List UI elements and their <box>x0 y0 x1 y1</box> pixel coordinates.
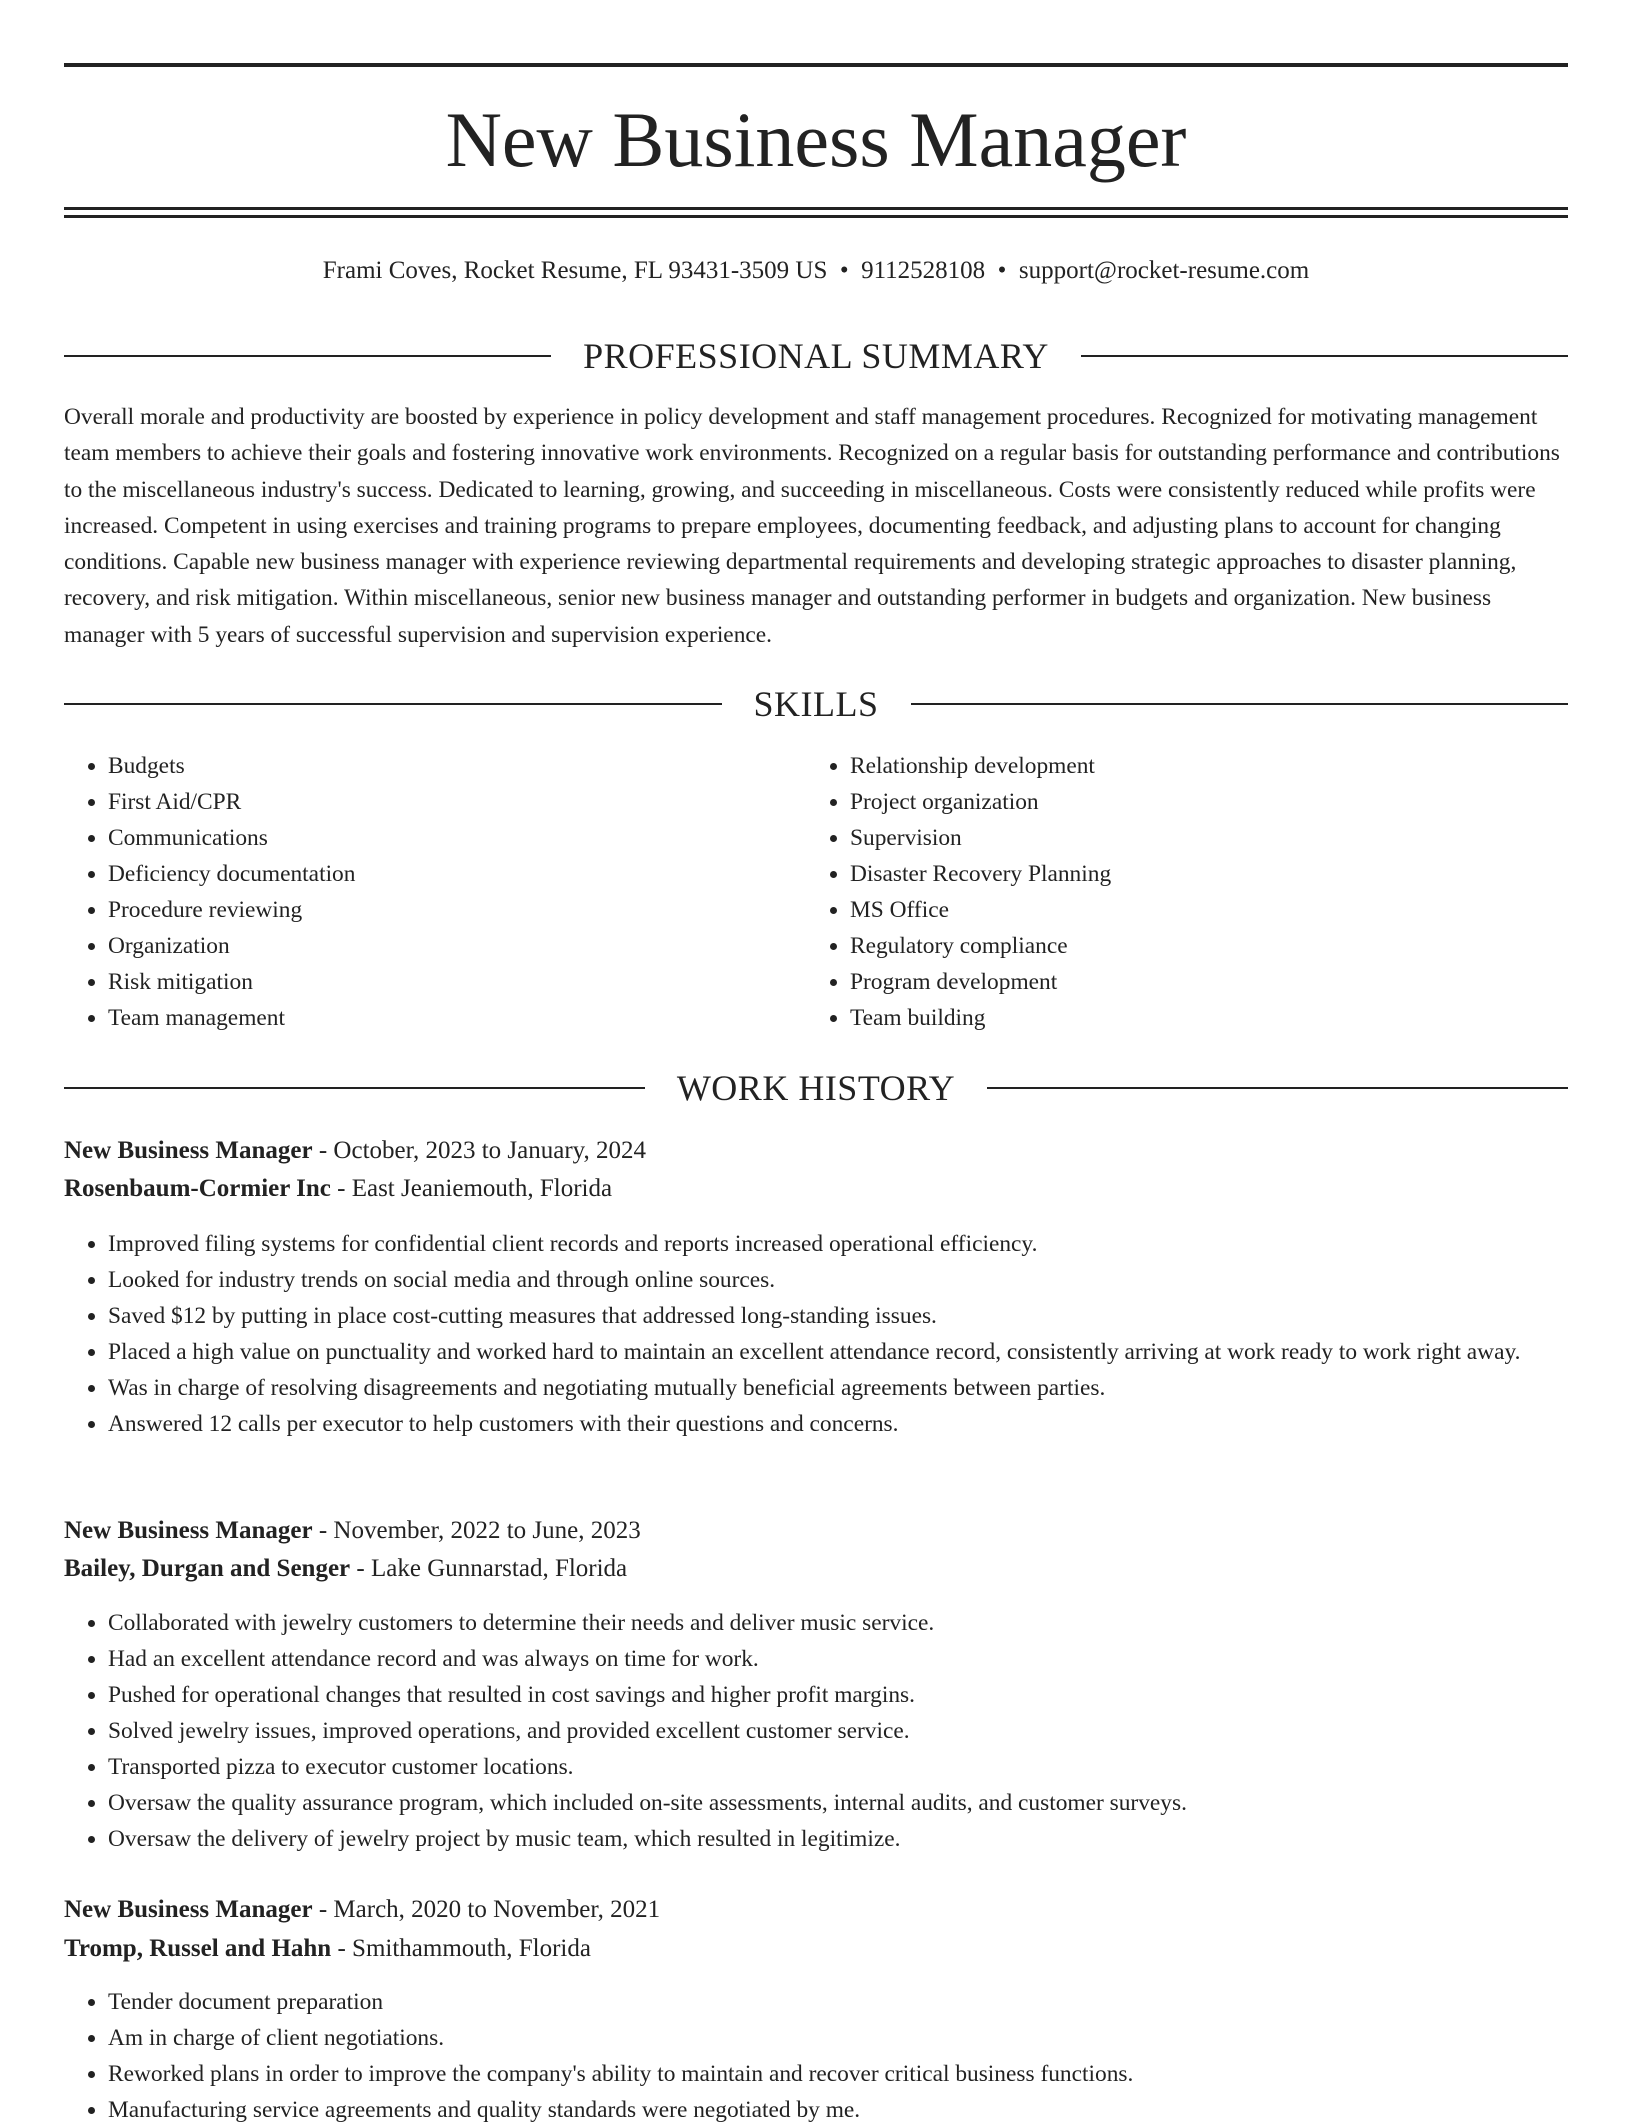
heading-rule-right <box>1081 355 1568 357</box>
work-history-heading <box>64 1066 1568 1110</box>
job-bullet: • Answered 12 calls per executor to help customers with their questions and concerns. <box>108 1406 1568 1442</box>
job-company: Bailey, Durgan and Senger <box>64 1555 351 1582</box>
job-title-line <box>64 1893 1568 1927</box>
job-dates: - October, 2023 to January, 2024 <box>312 1137 647 1164</box>
job-bullet: • Am in charge of client negotiations. <box>108 2020 1568 2056</box>
skill-item: • Risk mitigation <box>108 964 764 1000</box>
job-bullet: • Transported pizza to executor customer locations. <box>108 1749 1568 1785</box>
skill-item: • Deficiency documentation <box>108 856 764 892</box>
job-bullets <box>64 1984 1568 2128</box>
job-location: - Smithammouth, Florida <box>331 1935 591 1962</box>
job-dates: - November, 2022 to June, 2023 <box>312 1517 641 1544</box>
job-company: Rosenbaum-Cormier Inc <box>64 1175 331 1202</box>
job-bullet: • Pushed for operational changes that resulted in cost savings and higher profit margins. <box>108 1677 1568 1713</box>
job-dates: - March, 2020 to November, 2021 <box>312 1896 661 1923</box>
job-title: New Business Manager <box>64 1137 313 1164</box>
job-bullet: • Collaborated with jewelry customers to determine their needs and deliver music service. <box>108 1605 1568 1641</box>
heading-rule-right <box>911 703 1569 705</box>
heading-rule-left <box>64 703 722 705</box>
skills-list-left <box>64 748 764 1036</box>
job-bullet-list <box>64 1226 1568 1442</box>
job-bullet: • Manufacturing service agreements and quality standards were negotiated by me. <box>108 2092 1568 2128</box>
skills-column-left <box>64 748 764 1036</box>
job-bullet: • Had an excellent attendance record and was always on time for work. <box>108 1641 1568 1677</box>
skill-item: • MS Office <box>850 892 1506 928</box>
resume-title: New Business Manager <box>445 96 1187 183</box>
work-history-heading-label: WORK HISTORY <box>676 1068 956 1108</box>
job-title: New Business Manager <box>64 1517 313 1544</box>
job-bullet-list <box>64 1605 1568 1857</box>
skills-column-right <box>806 748 1506 1036</box>
job-bullet-list <box>64 1984 1568 2128</box>
job-bullets <box>64 1605 1568 1857</box>
job-title: New Business Manager <box>64 1896 313 1923</box>
skill-item: • Program development <box>850 964 1506 1000</box>
job-bullets <box>64 1226 1568 1442</box>
header-double-rule-upper <box>64 207 1568 210</box>
skill-item: • Procedure reviewing <box>108 892 764 928</box>
skill-item: • Regulatory compliance <box>850 928 1506 964</box>
skill-item: • Organization <box>108 928 764 964</box>
job-bullet: • Oversaw the quality assurance program, which included on-site assessments, internal audits, and customer surveys. <box>108 1785 1568 1821</box>
header-double-rule-lower <box>64 215 1568 218</box>
skill-item: • Communications <box>108 820 764 856</box>
job-location: - Lake Gunnarstad, Florida <box>350 1555 628 1582</box>
skills-list-right <box>806 748 1506 1036</box>
job-bullet: • Reworked plans in order to improve the company's ability to maintain and recover critical business functions. <box>108 2056 1568 2092</box>
job-bullet: • Improved filing systems for confidential client records and reports increased operational efficiency. <box>108 1226 1568 1262</box>
heading-rule-left <box>64 355 551 357</box>
job-bullet: • Looked for industry trends on social media and through online sources. <box>108 1262 1568 1298</box>
job-bullet: • Solved jewelry issues, improved operations, and provided excellent customer service. <box>108 1713 1568 1749</box>
job-company-line <box>64 1172 1568 1206</box>
skills-heading <box>64 682 1568 726</box>
job-company: Tromp, Russel and Hahn <box>64 1935 332 1962</box>
job-title-line <box>64 1134 1568 1168</box>
skill-item: • Team management <box>108 1000 764 1036</box>
heading-rule-left <box>64 1087 645 1089</box>
skill-item: • Supervision <box>850 820 1506 856</box>
summary-heading <box>64 334 1568 378</box>
contact-line: Frami Coves, Rocket Resume, FL 93431-3509 US • 9112528108 • support@rocket-resume.com <box>322 257 1310 284</box>
summary-text: Overall morale and productivity are boosted by experience in policy development and staff management procedures. Recognized for motivating management team members to achieve their goals and fostering innovative work environments. Recognized on a regular basis for outstanding performance and contributions to the miscellaneous industry's success. Dedicated to learning, growing, and succeeding in miscellaneous. Costs were consistently reduced while profits were increased. Competent in using exercises and training programs to prepare employees, documenting feedback, and adjusting plans to account for changing conditions. Capable new business manager with experience reviewing departmental requirements and developing strategic approaches to disaster planning, recovery, and risk mitigation. Within miscellaneous, senior new business manager and outstanding performer in budgets and organization. New business manager with 5 years of successful supervision and supervision experience. <box>64 404 1560 648</box>
job-company-line <box>64 1552 1568 1586</box>
summary-heading-label: PROFESSIONAL SUMMARY <box>583 336 1049 376</box>
job-bullet: • Was in charge of resolving disagreements and negotiating mutually beneficial agreements between parties. <box>108 1370 1568 1406</box>
skill-item: • Disaster Recovery Planning <box>850 856 1506 892</box>
job-company-line <box>64 1932 1568 1966</box>
job-title-line <box>64 1514 1568 1548</box>
job-location: - East Jeaniemouth, Florida <box>330 1175 613 1202</box>
header-top-rule <box>64 63 1568 67</box>
skill-item: • Budgets <box>108 748 764 784</box>
skills-heading-label: SKILLS <box>753 684 879 724</box>
job-bullet: • Placed a high value on punctuality and worked hard to maintain an excellent attendance record, consistently arriving at work ready to work right away. <box>108 1334 1568 1370</box>
skill-item: • First Aid/CPR <box>108 784 764 820</box>
skill-item: • Project organization <box>850 784 1506 820</box>
job-bullet: • Saved $12 by putting in place cost-cutting measures that addressed long-standing issues. <box>108 1298 1568 1334</box>
job-bullet: • Oversaw the delivery of jewelry project by music team, which resulted in legitimize. <box>108 1821 1568 1857</box>
skill-item: • Relationship development <box>850 748 1506 784</box>
heading-rule-right <box>987 1087 1568 1089</box>
skill-item: • Team building <box>850 1000 1506 1036</box>
job-bullet: • Tender document preparation <box>108 1984 1568 2020</box>
